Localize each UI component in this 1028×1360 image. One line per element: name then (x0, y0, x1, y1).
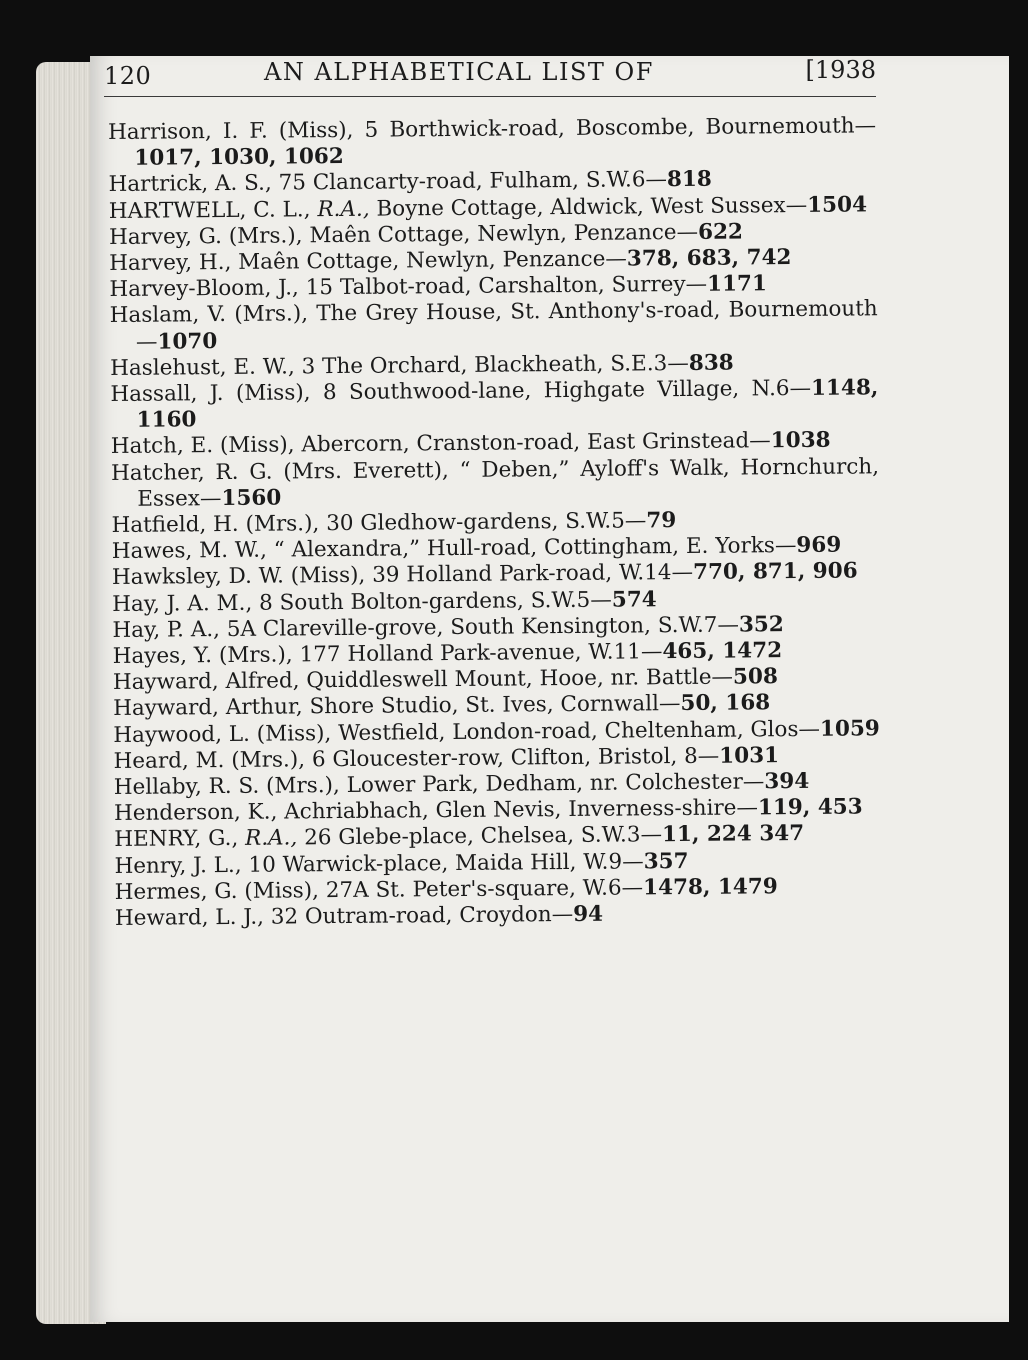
entry-refs: 465, 1472 (662, 638, 783, 665)
entry-name: Heward, L. J., (114, 904, 265, 932)
entry-refs: 79 (646, 508, 677, 534)
directory-entry: Harvey, H., Maên Cottage, Newlyn, Penzance—378, 683, 742 (109, 245, 792, 277)
entry-name: Hatcher, R. G. (Mrs. Everett), (110, 457, 449, 486)
entry-name: Hartrick, A. S., (108, 170, 272, 198)
entry-address: 39 Holland Park-road, W.14 (372, 560, 672, 589)
entry-name: HARTWELL, C. L., (108, 196, 311, 224)
header-year: [1938 (805, 56, 876, 84)
entry-name: Haywood, L. (Miss), (113, 720, 332, 748)
entry-name: Hassall, J. (Miss), (110, 380, 311, 408)
entry-honour: R.A., (244, 825, 298, 852)
entry-refs: 1504 (807, 191, 868, 218)
entry-address: 6 Gloucester-row, Clifton, Bristol, 8 (311, 743, 698, 773)
entry-address: Westfield, London-road, Cheltenham, Glos (338, 716, 799, 746)
entry-address: 8 South Bolton-gardens, S.W.5 (258, 587, 591, 616)
entry-refs: 1031 (719, 743, 780, 769)
entry-name: Henderson, K., (113, 799, 278, 827)
entry-address: 177 Holland Park-avenue, W.11 (299, 639, 642, 668)
entry-refs: 1148, 1160 (136, 375, 879, 433)
entry-address: 3 The Orchard, Blackheath, S.E.3 (301, 350, 668, 380)
directory-entry: Hellaby, R. S. (Mrs.), Lower Park, Dedham, nr. Colchester—394 (113, 768, 810, 801)
directory-entry: Hayes, Y. (Mrs.), 177 Holland Park-avenue, W.11—465, 1472 (112, 638, 783, 670)
directory-entry: Heard, M. (Mrs.), 6 Gloucester-row, Clifton, Bristol, 8—1031 (113, 743, 780, 774)
entry-address: 5 Borthwick-road, Boscombe, Bournemouth (364, 113, 855, 143)
entry-name: Hay, P. A., (112, 616, 221, 643)
directory-entry: Hatfield, H. (Mrs.), 30 Gledhow-gardens, S.W.5—79 (111, 508, 677, 539)
directory-entry: Hay, P. A., 5A Clareville-grove, South Kensington, S.W.7—352 (112, 611, 784, 643)
entry-address: 75 Clancarty-road, Fulham, S.W.6 (278, 167, 646, 196)
entry-address: “ Deben,” Ayloff's Walk, Hornchurch, Essex (137, 453, 880, 512)
entry-refs: 969 (796, 532, 842, 559)
entry-honour: R.A., (317, 196, 370, 222)
entry-name: Hawes, M. W., (111, 537, 267, 565)
entry-address: 5A Clareville-grove, South Kensington, S.W.7 (226, 612, 718, 642)
entry-refs: 1070 (157, 328, 218, 355)
entry-refs: 11, 224 347 (661, 821, 805, 848)
entry-address: 32 Outram-road, Croydon (270, 902, 552, 930)
directory-entry: Hawes, M. W., “ Alexandra,” Hull-road, Cottingham, E. Yorks—969 (111, 532, 842, 565)
entry-address: Quiddleswell Mount, Hooe, nr. Battle (306, 665, 712, 694)
entry-address: 26 Glebe-place, Chelsea, S.W.3 (304, 822, 641, 851)
entry-refs: 1038 (770, 428, 831, 454)
entry-address: 27A St. Peter's-square, W.6 (325, 875, 622, 904)
header-rule (104, 96, 876, 97)
directory-entry: Henry, J. L., 10 Warwick-place, Maida Hill, W.9—357 (114, 848, 689, 879)
entry-refs: 622 (697, 219, 744, 245)
entry-address: 30 Gledhow-gardens, S.W.5 (326, 508, 625, 537)
entry-name: Hellaby, R. S. (Mrs.), (113, 773, 340, 801)
entry-name: HENRY, G., (114, 826, 239, 853)
entry-name: Hayward, Arthur, (113, 694, 303, 722)
directory-entry: Hermes, G. (Miss), 27A St. Peter's-square, W.6—1478, 1479 (114, 874, 778, 905)
entry-refs: 1059 (819, 715, 880, 742)
entry-address: The Grey House, St. Anthony's-road, Bournemouth (316, 296, 878, 327)
entry-refs: 508 (732, 664, 778, 690)
entry-name: Hayes, Y. (Mrs.), (112, 642, 293, 670)
entry-address: 15 Talbot-road, Carshalton, Surrey (305, 272, 686, 301)
entry-name: Hatch, E. (Miss), (110, 432, 295, 460)
entry-address: 8 Southwood-lane, Highgate Village, N.6 (322, 376, 790, 406)
entry-address: Boyne Cottage, Aldwick, West Sussex (376, 192, 786, 222)
entry-address: Maên Cottage, Newlyn, Penzance (238, 246, 606, 275)
entry-address: Shore Studio, St. Ives, Cornwall (309, 691, 660, 720)
directory-entry: Henderson, K., Achriabhach, Glen Nevis, Inverness-shire—119, 453 (113, 794, 863, 827)
entry-refs: 1478, 1479 (643, 874, 778, 901)
entry-name: Henry, J. L., (114, 852, 242, 879)
entry-name: Harvey-Bloom, J., (109, 275, 299, 303)
directory-entry: Harrison, I. F. (Miss), 5 Borthwick-road, Boscombe, Bournemouth—1017, 1030, 1062 (108, 113, 877, 171)
entry-address: Abercorn, Cranston-road, East Grinstead (301, 428, 750, 458)
entry-name: Harvey, G. (Mrs.), (108, 223, 303, 250)
entry-refs: 1017, 1030, 1062 (134, 144, 344, 171)
directory-entry: Hay, J. A. M., 8 South Bolton-gardens, S.W.5—574 (112, 586, 657, 617)
entry-refs: 770, 871, 906 (692, 558, 858, 586)
directory-entry: HARTWELL, C. L., R.A., Boyne Cottage, Aldwick, West Sussex—1504 (108, 191, 868, 224)
directory-entry: Haywood, L. (Miss), Westfield, London-road, Cheltenham, Glos—1059 (113, 715, 880, 748)
running-header (104, 52, 876, 92)
directory-entry: Haslehust, E. W., 3 The Orchard, Blackheath, S.E.3—838 (110, 350, 734, 381)
entry-refs: 574 (611, 586, 657, 613)
entry-refs: 1560 (221, 485, 282, 511)
directory-entry: Hatch, E. (Miss), Abercorn, Cranston-road, East Grinstead—1038 (110, 428, 831, 460)
directory-entry: Hawksley, D. W. (Miss), 39 Holland Park-road, W.14—770, 871, 906 (111, 558, 858, 591)
directory-entry: Hayward, Arthur, Shore Studio, St. Ives, Cornwall—50, 168 (113, 690, 771, 722)
entry-name: Harrison, I. F. (Miss), (108, 117, 354, 145)
directory-entry: Hatcher, R. G. (Mrs. Everett), “ Deben,” Ayloff's Walk, Hornchurch, Essex—1560 (110, 453, 880, 512)
entry-refs: 394 (764, 768, 810, 795)
entry-name: Hawksley, D. W. (Miss), (111, 563, 366, 591)
entry-name: Haslehust, E. W., (110, 354, 295, 381)
entry-name: Hay, J. A. M., (112, 590, 253, 617)
entry-refs: 352 (738, 611, 784, 638)
page-title: AN ALPHABETICAL LIST OF (264, 58, 654, 86)
entry-refs: 1171 (706, 271, 768, 297)
directory-entry: Hayward, Alfred, Quiddleswell Mount, Hooe, nr. Battle—508 (112, 664, 778, 696)
directory-entry: Hartrick, A. S., 75 Clancarty-road, Fulham, S.W.6—818 (108, 167, 712, 198)
entry-name: Hatfield, H. (Mrs.), (111, 511, 320, 539)
directory-entry: Heward, L. J., 32 Outram-road, Croydon—94 (114, 901, 604, 932)
entry-name: Harvey, H., (109, 249, 232, 277)
entry-address: 10 Warwick-place, Maida Hill, W.9 (248, 849, 623, 878)
entry-address: Achriabhach, Glen Nevis, Inverness-shire (284, 795, 737, 825)
entry-refs: 50, 168 (680, 690, 771, 717)
entry-name: Hayward, Alfred, (112, 668, 300, 696)
entry-address: “ Alexandra,” Hull-road, Cottingham, E. Yorks (273, 533, 775, 563)
entry-refs: 119, 453 (757, 794, 863, 821)
entry-refs: 818 (666, 167, 712, 193)
page-number: 120 (104, 62, 152, 90)
directory-entry: Harvey, G. (Mrs.), Maên Cottage, Newlyn, Penzance—622 (108, 219, 744, 250)
directory-entry: HENRY, G., R.A., 26 Glebe-place, Chelsea, S.W.3—11, 224 347 (114, 821, 805, 853)
directory-entry: Harvey-Bloom, J., 15 Talbot-road, Carshalton, Surrey—1171 (109, 271, 768, 303)
entry-name: Haslam, V. (Mrs.), (109, 301, 309, 329)
entry-address: Lower Park, Dedham, nr. Colchester (346, 769, 743, 799)
entry-refs: 838 (688, 350, 734, 376)
entry-address: Maên Cottage, Newlyn, Penzance (309, 219, 677, 249)
directory-entry: Hassall, J. (Miss), 8 Southwood-lane, Highgate Village, N.6—1148, 1160 (110, 375, 879, 433)
entry-list (108, 113, 883, 932)
directory-entry: Haslam, V. (Mrs.), The Grey House, St. Anthony's-road, Bournemouth—1070 (109, 296, 878, 355)
entry-refs: 94 (573, 901, 604, 928)
entry-refs: 378, 683, 742 (626, 245, 792, 272)
entry-refs: 357 (643, 848, 689, 875)
entry-name: Hermes, G. (Miss), (114, 878, 320, 905)
entry-name: Heard, M. (Mrs.), (113, 747, 306, 774)
